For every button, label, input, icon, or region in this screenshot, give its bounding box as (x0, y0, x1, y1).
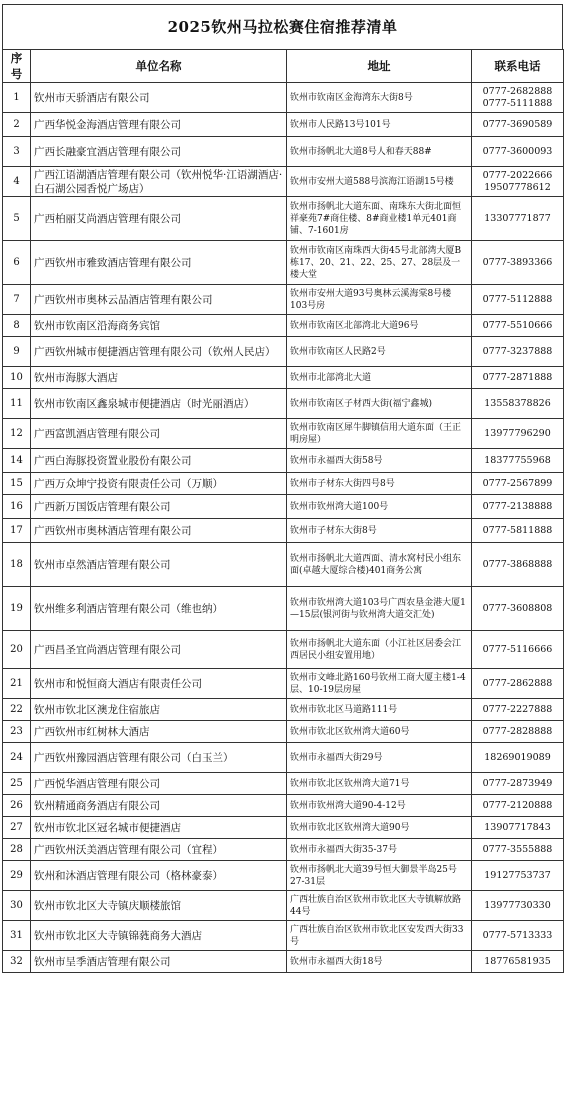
phone-number: 0777-2862888 (482, 677, 553, 689)
row-address: 钦州市钦南区南珠西大街45号北部湾大厦B栋17、20、21、22、25、27、28层及一楼大堂 (287, 241, 472, 285)
row-index: 14 (3, 449, 31, 473)
row-phone (472, 951, 564, 973)
row-address: 钦州市钦州湾大道103号广西农垦金港大厦1—15层(银河街与钦州湾大道交汇处) (287, 587, 472, 631)
row-index: 23 (3, 721, 31, 743)
row-phone (472, 473, 564, 495)
table-row (3, 419, 564, 449)
table-header-row (3, 50, 564, 83)
row-phone (472, 839, 564, 861)
row-index: 4 (3, 167, 31, 197)
row-phone (472, 449, 564, 473)
table-row (3, 197, 564, 241)
table-row (3, 83, 564, 113)
table-row (3, 669, 564, 699)
row-phone (472, 921, 564, 951)
row-hotel-name: 钦州市海豚大酒店 (31, 367, 287, 389)
row-phone (472, 137, 564, 167)
row-hotel-name: 广西钦州沃美酒店管理有限公司（宜程） (31, 839, 287, 861)
row-address: 钦州市钦北区钦州湾大道71号 (287, 773, 472, 795)
phone-number: 0777-2567899 (482, 477, 553, 489)
row-hotel-name: 钦州市天骄酒店有限公司 (31, 83, 287, 113)
row-index: 22 (3, 699, 31, 721)
row-index: 17 (3, 519, 31, 543)
phone-number: 18377755968 (484, 454, 551, 466)
row-index: 10 (3, 367, 31, 389)
row-address: 广西壮族自治区钦州市钦北区大寺镇解放路44号 (287, 891, 472, 921)
hotel-table (2, 49, 564, 973)
table-row (3, 137, 564, 167)
row-phone (472, 83, 564, 113)
table-row (3, 817, 564, 839)
row-phone (472, 241, 564, 285)
table-row (3, 367, 564, 389)
row-phone (472, 795, 564, 817)
phone-number: 13977730330 (484, 899, 551, 911)
phone-number: 0777-2227888 (482, 703, 553, 715)
row-address: 钦州市扬帆北大道东面、南珠东大街北面恒祥豪苑7#商住楼、8#商业楼1单元401商铺、7-1601房 (287, 197, 472, 241)
table-row (3, 699, 564, 721)
phone-number: 0777-5811888 (482, 524, 553, 536)
row-index: 26 (3, 795, 31, 817)
row-phone (472, 699, 564, 721)
row-phone (472, 197, 564, 241)
phone-number: 0777-5713333 (482, 929, 553, 941)
table-row (3, 773, 564, 795)
row-index: 31 (3, 921, 31, 951)
row-phone (472, 773, 564, 795)
row-hotel-name: 钦州维多利酒店管理有限公司（维也纳） (31, 587, 287, 631)
row-hotel-name: 广西钦州豫园酒店管理有限公司（白玉兰） (31, 743, 287, 773)
phone-number: 0777-2871888 (482, 371, 553, 383)
header-phone: 联系电话 (472, 50, 564, 83)
row-address: 钦州市钦北区马道路111号 (287, 699, 472, 721)
table-row (3, 743, 564, 773)
row-phone (472, 631, 564, 669)
row-index: 8 (3, 315, 31, 337)
phone-number: 0777-2022666 (482, 169, 553, 181)
row-phone (472, 337, 564, 367)
row-phone (472, 167, 564, 197)
row-address: 钦州市安州大道93号奥林云溪海棠8号楼103号房 (287, 285, 472, 315)
row-address: 钦州市永福西大街29号 (287, 743, 472, 773)
row-address: 钦州市钦南区金海湾东大街8号 (287, 83, 472, 113)
document-page (2, 4, 563, 973)
row-address: 钦州市永福西大街58号 (287, 449, 472, 473)
phone-number: 0777-3608808 (482, 602, 553, 614)
row-address: 钦州市子材东大街四号8号 (287, 473, 472, 495)
table-row (3, 721, 564, 743)
row-hotel-name: 钦州市呈季酒店管理有限公司 (31, 951, 287, 973)
row-hotel-name: 广西钦州市雅致酒店管理有限公司 (31, 241, 287, 285)
row-index: 7 (3, 285, 31, 315)
row-address: 钦州市钦南区北部湾北大道96号 (287, 315, 472, 337)
row-address: 钦州市子材东大街8号 (287, 519, 472, 543)
row-phone (472, 721, 564, 743)
phone-number: 0777-2828888 (482, 725, 553, 737)
row-address: 钦州市安州大道588号滨海江语湖15号楼 (287, 167, 472, 197)
table-row (3, 795, 564, 817)
row-address: 钦州市钦北区钦州湾大道60号 (287, 721, 472, 743)
phone-number: 0777-2138888 (482, 500, 553, 512)
row-phone (472, 495, 564, 519)
row-index: 30 (3, 891, 31, 921)
phone-number: 19507778612 (484, 181, 551, 193)
table-row (3, 473, 564, 495)
row-hotel-name: 广西富凯酒店管理有限公司 (31, 419, 287, 449)
row-hotel-name: 钦州市卓然酒店管理有限公司 (31, 543, 287, 587)
row-index: 27 (3, 817, 31, 839)
phone-number: 0777-2682888 (482, 85, 553, 97)
row-address: 钦州市钦南区子材西大街(福宁鑫城) (287, 389, 472, 419)
phone-number: 18269019089 (484, 751, 551, 763)
row-hotel-name: 广西白海豚投资置业股份有限公司 (31, 449, 287, 473)
row-index: 29 (3, 861, 31, 891)
header-address: 地址 (287, 50, 472, 83)
row-address: 钦州市钦南区犀牛脚镇信用大道东面（王正明房屋） (287, 419, 472, 449)
row-phone (472, 587, 564, 631)
table-row (3, 839, 564, 861)
table-row (3, 951, 564, 973)
row-address: 钦州市北部湾北大道 (287, 367, 472, 389)
row-address: 钦州市钦北区钦州湾大道90号 (287, 817, 472, 839)
row-hotel-name: 广西钦州市奥林酒店管理有限公司 (31, 519, 287, 543)
document-title: 2025钦州马拉松赛住宿推荐清单 (2, 4, 563, 49)
phone-number: 13558378826 (484, 397, 551, 409)
row-hotel-name: 钦州市钦南区鑫泉城市便捷酒店（时光丽酒店） (31, 389, 287, 419)
row-index: 2 (3, 113, 31, 137)
row-hotel-name: 广西新万国饭店管理有限公司 (31, 495, 287, 519)
row-address: 钦州市钦州湾大道90-4-12号 (287, 795, 472, 817)
row-phone (472, 285, 564, 315)
table-row (3, 285, 564, 315)
row-hotel-name: 广西江语湖酒店管理有限公司（钦州悦华·江语湖酒店·白石湖公园香悦广场店） (31, 167, 287, 197)
row-index: 6 (3, 241, 31, 285)
row-index: 16 (3, 495, 31, 519)
table-body (3, 83, 564, 973)
row-address: 钦州市钦南区人民路2号 (287, 337, 472, 367)
row-address: 钦州市钦州湾大道100号 (287, 495, 472, 519)
phone-number: 0777-3868888 (482, 558, 553, 570)
header-index: 序号 (3, 50, 31, 83)
table-row (3, 921, 564, 951)
row-index: 19 (3, 587, 31, 631)
phone-number: 0777-5116666 (482, 643, 553, 655)
row-phone (472, 817, 564, 839)
table-row (3, 861, 564, 891)
row-index: 11 (3, 389, 31, 419)
row-address: 钦州市永福西大街18号 (287, 951, 472, 973)
phone-number: 0777-5112888 (482, 293, 553, 305)
table-row (3, 315, 564, 337)
row-phone (472, 367, 564, 389)
row-index: 20 (3, 631, 31, 669)
phone-number: 0777-2120888 (482, 799, 553, 811)
row-index: 25 (3, 773, 31, 795)
phone-number: 0777-5111888 (482, 97, 553, 109)
row-hotel-name: 广西钦州市奥林云品酒店管理有限公司 (31, 285, 287, 315)
table-row (3, 495, 564, 519)
row-hotel-name: 广西长融豪宜酒店管理有限公司 (31, 137, 287, 167)
row-phone (472, 419, 564, 449)
row-address: 钦州市扬帆北大道39号恒大御景半岛25号27-31层 (287, 861, 472, 891)
table-row (3, 241, 564, 285)
row-index: 5 (3, 197, 31, 241)
row-index: 15 (3, 473, 31, 495)
row-hotel-name: 钦州和沐酒店管理有限公司（格林豪泰） (31, 861, 287, 891)
phone-number: 13977796290 (484, 427, 551, 439)
phone-number: 13307771877 (484, 212, 551, 224)
row-phone (472, 543, 564, 587)
row-hotel-name: 广西悦华酒店管理有限公司 (31, 773, 287, 795)
row-index: 12 (3, 419, 31, 449)
table-row (3, 587, 564, 631)
row-index: 3 (3, 137, 31, 167)
row-phone (472, 113, 564, 137)
row-phone (472, 891, 564, 921)
row-address: 钦州市文峰北路160号钦州工商大厦主楼1-4层、10-19层房屋 (287, 669, 472, 699)
row-address: 钦州市扬帆北大道东面（小江社区居委会江西居民小组安置用地） (287, 631, 472, 669)
row-address: 钦州市人民路13号101号 (287, 113, 472, 137)
row-index: 18 (3, 543, 31, 587)
header-name: 单位名称 (31, 50, 287, 83)
row-phone (472, 743, 564, 773)
table-row (3, 113, 564, 137)
phone-number: 0777-3893366 (482, 256, 553, 268)
row-hotel-name: 广西钦州城市便捷酒店管理有限公司（钦州人民店） (31, 337, 287, 367)
row-hotel-name: 广西万众坤宁投资有限责任公司（万顺） (31, 473, 287, 495)
table-row (3, 631, 564, 669)
phone-number: 0777-3600093 (482, 145, 553, 157)
phone-number: 0777-2873949 (482, 777, 553, 789)
row-address: 钦州市永福西大街35-37号 (287, 839, 472, 861)
row-phone (472, 519, 564, 543)
table-row (3, 337, 564, 367)
phone-number: 0777-3555888 (482, 843, 553, 855)
row-phone (472, 315, 564, 337)
row-phone (472, 389, 564, 419)
phone-number: 13907717843 (484, 821, 551, 833)
table-row (3, 389, 564, 419)
row-address: 广西壮族自治区钦州市钦北区安发西大街33号 (287, 921, 472, 951)
row-hotel-name: 广西华悦金海酒店管理有限公司 (31, 113, 287, 137)
table-row (3, 449, 564, 473)
row-index: 21 (3, 669, 31, 699)
row-address: 钦州市扬帆北大道西面、清水窝村民小组东面(卓越大厦综合楼)401商务公寓 (287, 543, 472, 587)
row-hotel-name: 钦州市钦北区澳龙住宿旅店 (31, 699, 287, 721)
row-phone (472, 861, 564, 891)
row-index: 28 (3, 839, 31, 861)
table-row (3, 543, 564, 587)
row-hotel-name: 广西柏丽艾尚酒店管理有限公司 (31, 197, 287, 241)
row-hotel-name: 广西钦州市红树林大酒店 (31, 721, 287, 743)
row-index: 1 (3, 83, 31, 113)
row-index: 24 (3, 743, 31, 773)
row-address: 钦州市扬帆北大道8号人和春天88# (287, 137, 472, 167)
row-hotel-name: 广西昌圣宜尚酒店管理有限公司 (31, 631, 287, 669)
table-row (3, 891, 564, 921)
row-index: 9 (3, 337, 31, 367)
row-hotel-name: 钦州市钦北区冠名城市便捷酒店 (31, 817, 287, 839)
phone-number: 18776581935 (484, 955, 551, 967)
phone-number: 19127753737 (484, 869, 551, 881)
row-hotel-name: 钦州市和悦恒商大酒店有限责任公司 (31, 669, 287, 699)
row-hotel-name: 钦州市钦北区大寺镇锦蕤商务大酒店 (31, 921, 287, 951)
phone-number: 0777-3690589 (482, 118, 553, 130)
row-hotel-name: 钦州市钦南区沿海商务宾馆 (31, 315, 287, 337)
row-index: 32 (3, 951, 31, 973)
phone-number: 0777-3237888 (482, 345, 553, 357)
row-hotel-name: 钦州市钦北区大寺镇庆顺楼旅馆 (31, 891, 287, 921)
phone-number: 0777-5510666 (482, 319, 553, 331)
table-row (3, 519, 564, 543)
table-row (3, 167, 564, 197)
row-hotel-name: 钦州精通商务酒店有限公司 (31, 795, 287, 817)
row-phone (472, 669, 564, 699)
